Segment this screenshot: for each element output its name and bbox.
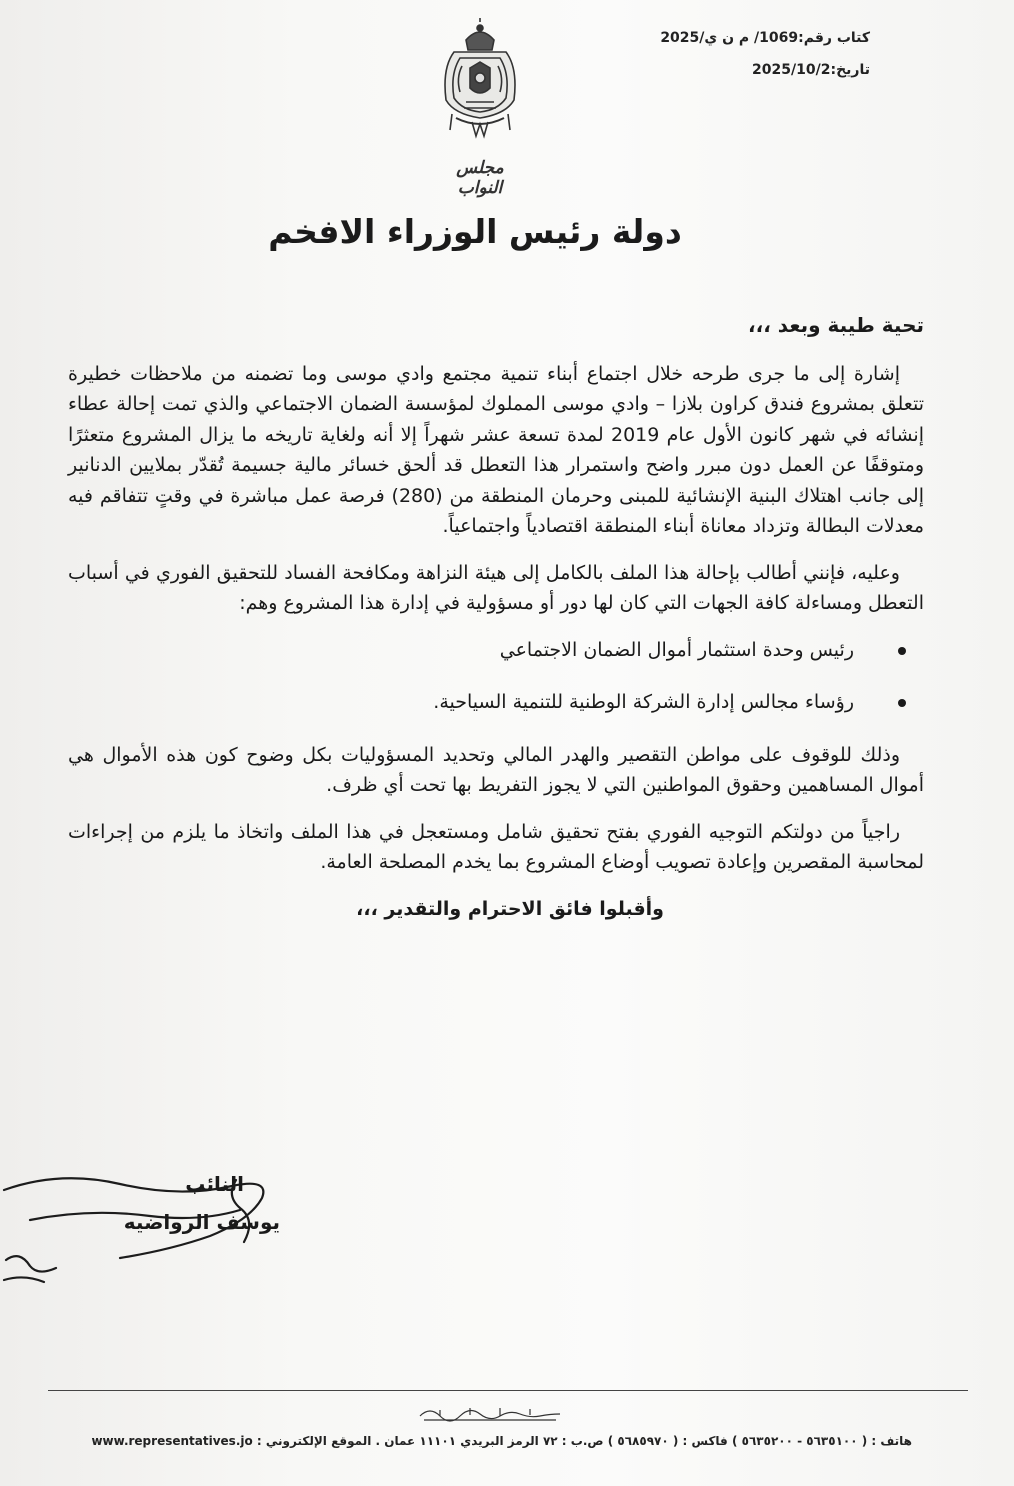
list-item [68,635,854,666]
paragraph-4: راجياً من دولتكم التوجيه الفوري بفتح تحقيق شامل ومستعجل في هذا الملف واتخاذ ما يلزم من إجراءات لمحاسبة المقصرين وإعادة تصويب أوضاع المشروع بما يخدم المصلحة العامة. [68,820,924,873]
paragraph-2: وعليه، فإنني أطالب بإحالة هذا الملف بالكامل إلى هيئة النزاهة ومكافحة الفساد للتحقيق الفوري في أسباب التعطل ومساءلة كافة الجهات التي كان لها دور أو مسؤولية في إدارة هذا المشروع وهم: [68,561,924,614]
signature-block [80,1172,280,1234]
list-item-text: رئيس وحدة استثمار أموال الضمان الاجتماعي [499,638,854,661]
signatory-name: يوسف الرواضيه [123,1210,280,1234]
reference-number: كتاب رقم:1069/ م ن ي/2025 [660,30,870,46]
coat-of-arms [432,18,528,198]
list-item-text: رؤساء مجالس إدارة الشركة الوطنية للتنمية السياحية. [433,691,854,713]
responsible-parties-list [68,635,924,718]
signatory-title: النائب [185,1172,244,1196]
crown-emblem-icon [432,18,528,158]
letter-date: تاريخ:2025/10/2 [752,62,870,78]
footer-contact [72,1434,912,1448]
list-item [68,687,854,718]
paragraph-3: وذلك للوقوف على مواطن التقصير والهدر المالي وتحديد المسؤوليات بكل وضوح كون هذه الأموال هي أموال المساهمين وحقوق المواطنين التي لا يجوز التفريط بها تحت أي ظرف. [68,743,924,796]
footer-divider [48,1390,968,1391]
footer-website-link[interactable]: www.representatives.jo [91,1434,253,1448]
footer-calligraphy-logo [400,1402,580,1424]
reference-block [620,22,870,86]
bullet-icon [898,647,906,655]
addressee-heading: دولة رئيس الوزراء الافخم [268,212,682,251]
footer-contact-details: هاتف : ( ٥٦٣٥١٠٠ - ٥٦٣٥٢٠٠ ) فاكس : ( ٥٦٨٥٩٧٠ ) ص.ب : ٧٢ الرمز البريدي ١١١٠١ عمان . الموقع الإلكتروني : [256,1434,912,1448]
closing-line: وأقبلوا فائق الاحترام والتقدير ،،، [356,897,664,920]
letter-body [68,310,924,924]
council-name: مجلس النواب [456,158,504,198]
paragraph-1: إشارة إلى ما جرى طرحه خلال اجتماع أبناء تنمية مجتمع وادي موسى وما تضمنه من ملاحظات خطيرة تتعلق بمشروع فندق كراون بلازا – وادي موسى المملوك لمؤسسة الضمان الاجتماعي والذي تمت إحالة عطاء إنشائه في شهر كانون الأول عام 2019 لمدة تسعة عشر شهراً إلا أنه ولغاية تاريخه ما يزال المشروع متعثرًا ومتوقفًا عن العمل دون مبرر واضح واستمرار هذا التعطل قد ألحق خسائر مالية جسيمة تُقدّر بملايين الدنانير إلى جانب اهتلاك البنية الإنشائية للمبنى وحرمان المنطقة من (280) فرصة عمل مباشرة في وقتٍ تتفاقم فيه معدلات البطالة وتزداد معاناة أبناء المنطقة اقتصادياً واجتماعياً. [68,362,924,537]
greeting: تحية طيبة وبعد ،،، [748,313,924,337]
bullet-icon [898,699,906,707]
